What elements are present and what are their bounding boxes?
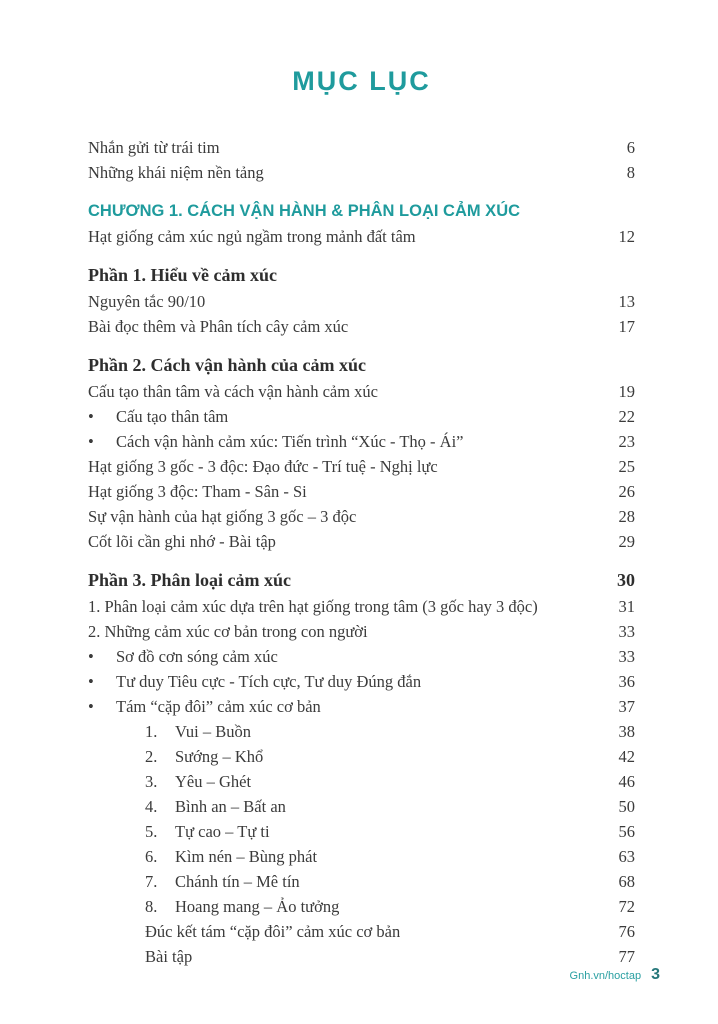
toc-text: Chánh tín – Mê tín — [175, 872, 300, 891]
toc-row — [88, 694, 635, 719]
toc-text: Kìm nén – Bùng phát — [175, 847, 318, 866]
toc-marker: • — [88, 672, 94, 691]
toc-marker: • — [88, 647, 94, 666]
toc-text: Hạt giống cảm xúc ngủ ngầm trong mảnh đất tâm — [88, 227, 416, 246]
toc-page-number: 33 — [618, 647, 635, 666]
toc-page-number: 12 — [618, 227, 635, 246]
toc-text: Tự cao – Tự ti — [175, 822, 270, 841]
toc-row — [88, 224, 635, 249]
toc-marker: 6. — [145, 847, 158, 866]
toc-page-number: 72 — [618, 897, 635, 916]
toc-page-number: 31 — [618, 597, 635, 616]
toc-page-number: 77 — [618, 947, 635, 966]
toc-row — [88, 719, 635, 744]
toc-row — [88, 352, 635, 379]
toc-marker: • — [88, 407, 94, 426]
toc-row — [88, 894, 635, 919]
toc-text: Những khái niệm nền tảng — [88, 163, 264, 182]
toc-page-number: 36 — [618, 672, 635, 691]
toc-row — [88, 919, 635, 944]
toc-text: Hạt giống 3 gốc - 3 độc: Đạo đức - Trí tuệ - Nghị lực — [88, 457, 438, 476]
toc-text: Bài đọc thêm và Phân tích cây cảm xúc — [88, 317, 349, 336]
toc-row — [88, 454, 635, 479]
toc-text: Phần 3. Phân loại cảm xúc — [88, 570, 292, 590]
toc-page-number: 13 — [618, 292, 635, 311]
toc-row — [88, 794, 635, 819]
toc-text: Nguyên tắc 90/10 — [88, 292, 206, 311]
toc-text: Tư duy Tiêu cực - Tích cực, Tư duy Đúng đắn — [116, 672, 422, 691]
toc-page-number: 56 — [618, 822, 635, 841]
toc-marker: 8. — [145, 897, 158, 916]
toc-row — [88, 619, 635, 644]
toc-text: Phần 1. Hiểu về cảm xúc — [88, 265, 277, 285]
toc-text: Nhắn gửi từ trái tim — [88, 138, 220, 157]
toc-row — [88, 289, 635, 314]
toc-row — [88, 479, 635, 504]
toc-text: Tám “cặp đôi” cảm xúc cơ bản — [116, 697, 321, 716]
toc-marker: 4. — [145, 797, 158, 816]
toc-list — [88, 135, 635, 969]
toc-page-number: 42 — [618, 747, 635, 766]
toc-text: Cấu tạo thân tâm và cách vận hành cảm xúc — [88, 382, 379, 401]
toc-text: 2. Những cảm xúc cơ bản trong con người — [88, 622, 368, 641]
toc-text: Bài tập — [145, 947, 193, 966]
toc-page-number: 19 — [618, 382, 635, 401]
toc-row — [88, 135, 635, 160]
toc-text: Hạt giống 3 độc: Tham - Sân - Si — [88, 482, 307, 501]
toc-row — [88, 198, 635, 224]
toc-marker: • — [88, 697, 94, 716]
toc-text: Sơ đồ cơn sóng cảm xúc — [116, 647, 278, 666]
toc-page-number: 8 — [626, 163, 635, 182]
toc-page-number: 28 — [618, 507, 635, 526]
toc-page-number: 23 — [618, 432, 635, 451]
toc-marker: 5. — [145, 822, 158, 841]
toc-text: Phần 2. Cách vận hành của cảm xúc — [88, 355, 367, 375]
toc-row — [88, 944, 635, 969]
toc-page-number: 26 — [618, 482, 635, 501]
page-title: MỤC LỤC — [292, 66, 431, 96]
toc-text: Đúc kết tám “cặp đôi” cảm xúc cơ bản — [145, 922, 401, 941]
toc-row — [88, 744, 635, 769]
toc-row — [88, 769, 635, 794]
footer-page-number: 3 — [651, 966, 660, 983]
toc-page-number: 63 — [618, 847, 635, 866]
toc-page-number: 38 — [618, 722, 635, 741]
toc-row — [88, 504, 635, 529]
toc-page-number: 76 — [618, 922, 635, 941]
toc-row — [88, 404, 635, 429]
toc-row — [88, 669, 635, 694]
toc-page-number: 25 — [618, 457, 635, 476]
toc-page-number: 29 — [618, 532, 635, 551]
toc-row — [88, 529, 635, 554]
footer — [570, 966, 660, 984]
toc-page-number: 50 — [618, 797, 635, 816]
toc-text: Bình an – Bất an — [175, 797, 286, 816]
toc-marker: 1. — [145, 722, 158, 741]
toc-page-number: 68 — [618, 872, 635, 891]
toc-row — [88, 379, 635, 404]
footer-link: Gnh.vn/hoctap — [569, 970, 642, 982]
toc-row — [88, 869, 635, 894]
toc-text: CHƯƠNG 1. CÁCH VẬN HÀNH & PHÂN LOẠI CẢM XÚC — [88, 202, 521, 220]
toc-page-number: 30 — [617, 570, 635, 590]
toc-row — [88, 160, 635, 185]
toc-page-number: 37 — [618, 697, 635, 716]
toc-text: Sự vận hành của hạt giống 3 gốc – 3 độc — [88, 507, 357, 526]
toc-marker: 7. — [145, 872, 158, 891]
toc-text: Hoang mang – Ảo tưởng — [175, 897, 340, 916]
toc-text: Yêu – Ghét — [175, 772, 252, 791]
toc-page-number: 33 — [618, 622, 635, 641]
toc-text: Cấu tạo thân tâm — [116, 407, 229, 426]
toc-row — [88, 314, 635, 339]
toc-text: Sướng – Khổ — [175, 747, 264, 766]
toc-marker: • — [88, 432, 94, 451]
toc-text: Vui – Buồn — [175, 722, 252, 741]
toc-row — [88, 567, 635, 594]
toc-page-number: 6 — [626, 138, 635, 157]
toc-text: Cách vận hành cảm xúc: Tiến trình “Xúc - Thọ - Ái” — [116, 432, 464, 451]
toc-page-number: 17 — [618, 317, 635, 336]
toc-text: Cốt lõi cần ghi nhớ - Bài tập — [88, 532, 276, 551]
toc-row — [88, 644, 635, 669]
toc-text: 1. Phân loại cảm xúc dựa trên hạt giống trong tâm (3 gốc hay 3 độc) — [88, 597, 538, 616]
toc-row — [88, 819, 635, 844]
toc-row — [88, 594, 635, 619]
toc-marker: 2. — [145, 747, 158, 766]
toc-row — [88, 262, 635, 289]
toc-page-number: 22 — [618, 407, 635, 426]
toc-page-number: 46 — [618, 772, 635, 791]
toc-row — [88, 429, 635, 454]
toc-row — [88, 844, 635, 869]
toc-marker: 3. — [145, 772, 158, 791]
